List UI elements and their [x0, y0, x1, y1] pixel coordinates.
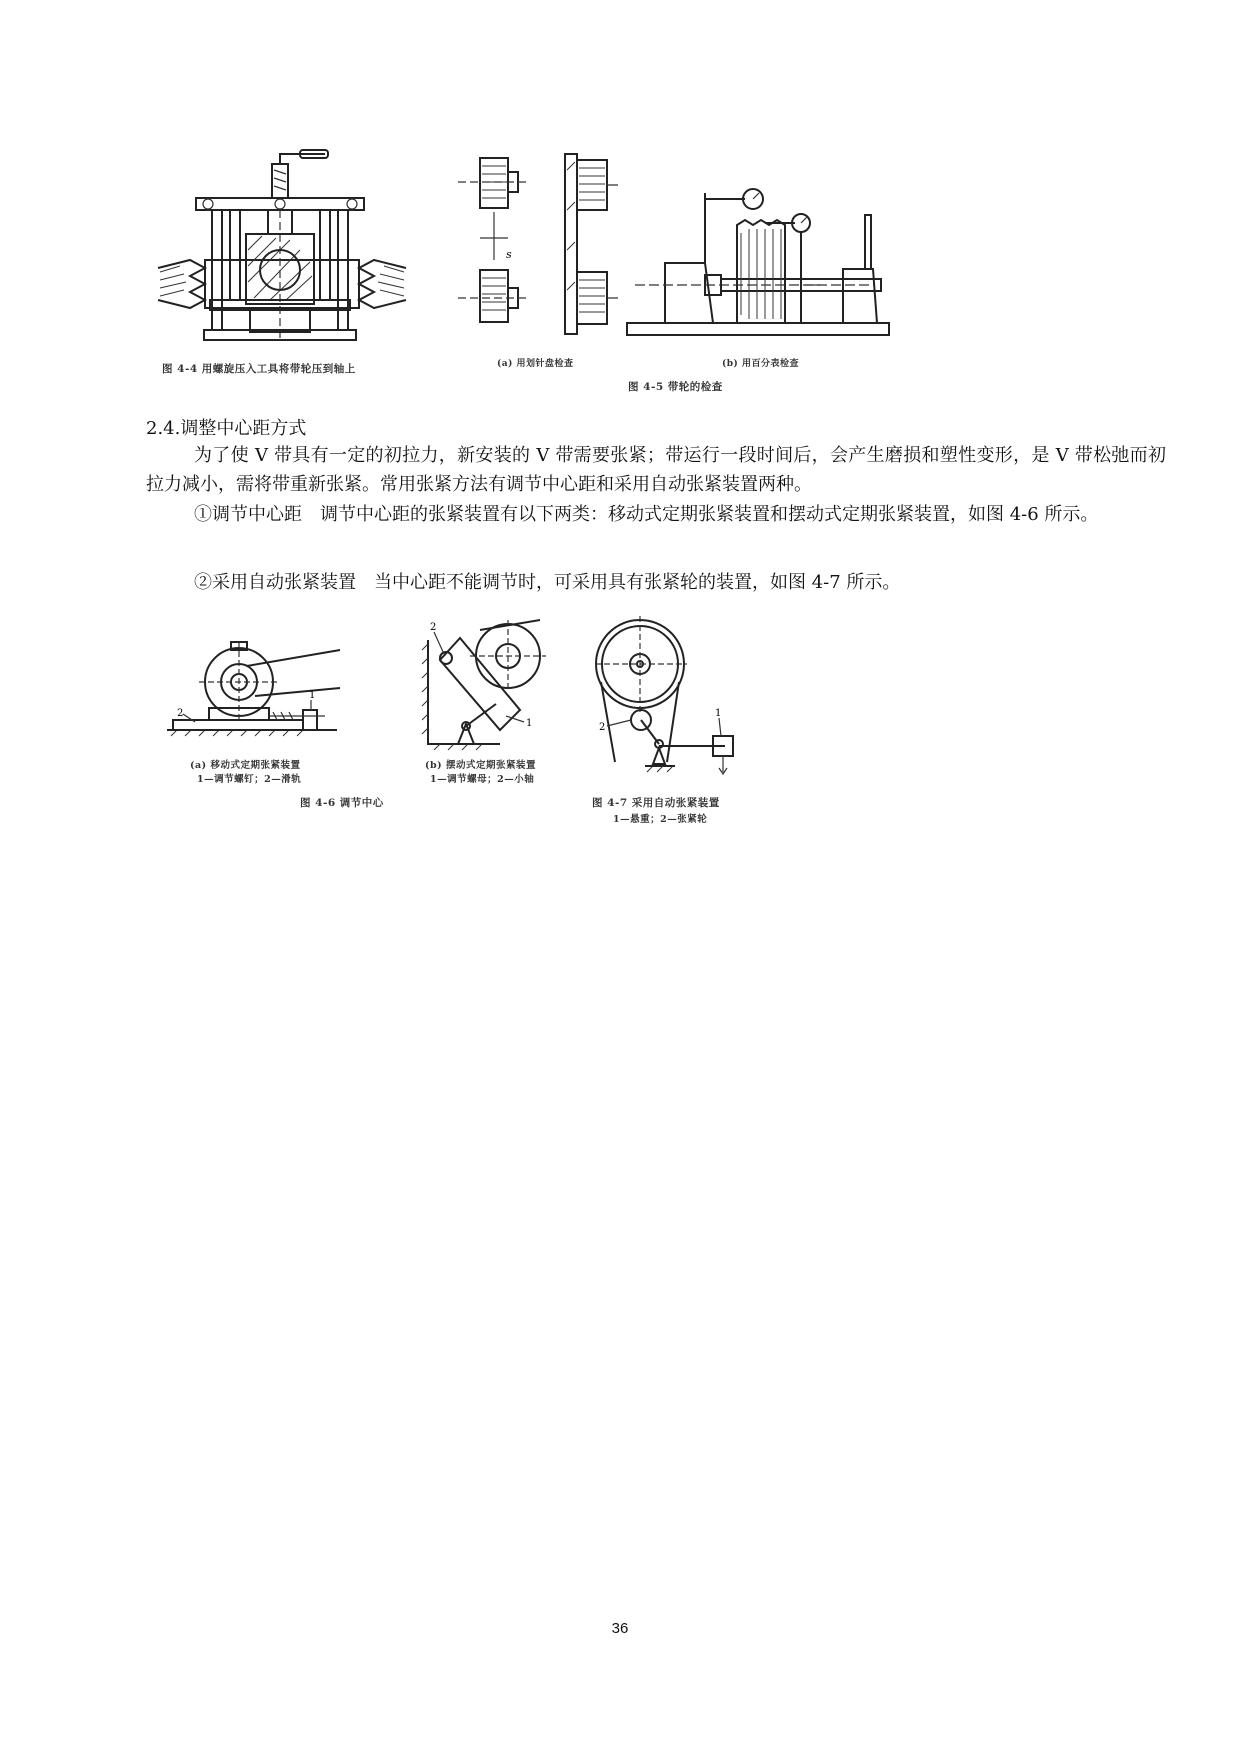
figure-4-7-drawing [595, 612, 745, 782]
figure-4-5b-drawing [625, 185, 895, 340]
figure-4-6b-caption: (b) 摆动式定期张紧装置 [425, 760, 536, 771]
paragraph-1: 为了使 V 带具有一定的初拉力，新安装的 V 带需要张紧；带运行一段时间后，会产生磨损和塑性变形，是 V 带松弛而初拉力减小，需将带重新张紧。常用张紧方法有调节中心距和采用自动张紧装置两种。 [146, 445, 1166, 495]
figure-4-5a-drawing [450, 150, 620, 340]
fig47-label-1: 1 [715, 708, 722, 719]
paragraph-2: ①调节中心距 调节中心距的张紧装置有以下两类：移动式定期张紧装置和摆动式定期张紧装置，如图 4-6 所示。 [194, 504, 1099, 525]
figure-4-6a-caption: (a) 移动式定期张紧装置 [190, 760, 301, 771]
figure-4-7-parts: 1—悬重；2—张紧轮 [613, 814, 708, 825]
fig46b-label-2: 2 [430, 622, 437, 633]
figure-4-6-caption: 图 4-6 调节中心 [300, 797, 384, 809]
fig47-label-2: 2 [599, 722, 606, 733]
fig46b-label-1: 1 [526, 718, 533, 729]
figure-4-6b-parts: 1—调节螺母；2—小轴 [430, 774, 535, 785]
fig46a-label-2: 2 [177, 708, 184, 719]
section-heading: 2.4.调整中心距方式 [146, 418, 307, 439]
fig45-label-s: s [506, 248, 512, 261]
figure-4-7-caption: 图 4-7 采用自动张紧装置 [592, 797, 720, 809]
figure-4-4-caption: 图 4-4 用螺旋压入工具将带轮压到轴上 [162, 363, 356, 375]
figure-4-5-caption: 图 4-5 带轮的检查 [628, 381, 723, 393]
figure-4-6b-drawing [420, 620, 550, 750]
fig46a-label-1: 1 [309, 690, 316, 701]
figure-4-5b-caption: (b) 用百分表检查 [722, 359, 799, 369]
figure-4-6a-parts: 1—调节螺钉；2—滑轨 [197, 774, 302, 785]
figure-4-5a-caption: (a) 用划针盘检查 [497, 359, 574, 369]
paragraph-3: ②采用自动张紧装置 当中心距不能调节时，可采用具有张紧轮的装置，如图 4-7 所示。 [194, 572, 901, 593]
figure-4-6a-drawing [165, 632, 340, 742]
figure-4-4-drawing [150, 150, 410, 350]
page-number: 36 [611, 1620, 629, 1637]
